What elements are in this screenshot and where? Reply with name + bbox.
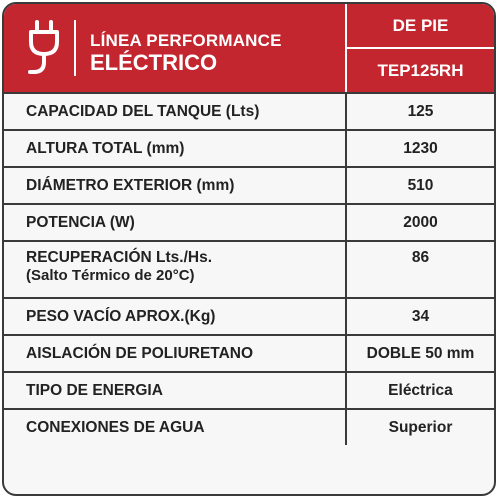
type-label: DE PIE	[392, 16, 449, 35]
row-label: CONEXIONES DE AGUA	[26, 419, 205, 436]
spec-header	[4, 4, 494, 92]
table-row	[4, 371, 494, 408]
row-value: 125	[345, 94, 494, 129]
row-label: PESO VACÍO APROX.(Kg)	[26, 308, 216, 325]
line-subtitle: ELÉCTRICO	[90, 50, 218, 75]
row-value: 2000	[345, 205, 494, 240]
spec-table	[4, 92, 494, 445]
row-label-main: RECUPERACIÓN Lts./Hs.	[26, 249, 213, 266]
row-value: Eléctrica	[345, 373, 494, 408]
model-label: TEP125RH	[377, 61, 464, 80]
row-label	[26, 249, 212, 285]
row-value: 1230	[345, 131, 494, 166]
row-value: Superior	[345, 410, 494, 445]
row-label: POTENCIA (W)	[26, 214, 135, 231]
row-label: AISLACIÓN DE POLIURETANO	[26, 345, 254, 362]
table-row	[4, 129, 494, 166]
row-value: DOBLE 50 mm	[345, 336, 494, 371]
spec-card	[2, 2, 496, 496]
table-row	[4, 92, 494, 129]
row-value: 86	[345, 242, 494, 297]
row-value: 34	[345, 299, 494, 334]
row-label: TIPO DE ENERGIA	[26, 382, 163, 399]
table-row	[4, 334, 494, 371]
table-row	[4, 408, 494, 445]
model-column-header	[345, 4, 494, 92]
row-label: CAPACIDAD DEL TANQUE (Lts)	[26, 103, 260, 120]
header-divider	[74, 20, 76, 76]
row-value: 510	[345, 168, 494, 203]
table-row	[4, 166, 494, 203]
table-row	[4, 297, 494, 334]
line-title: LÍNEA PERFORMANCE	[90, 31, 282, 50]
row-label: ALTURA TOTAL (mm)	[26, 140, 185, 157]
table-row	[4, 203, 494, 240]
row-label: DIÁMETRO EXTERIOR (mm)	[26, 177, 235, 194]
table-row	[4, 240, 494, 297]
plug-icon	[26, 18, 62, 78]
row-label-sub: (Salto Térmico de 20°C)	[26, 267, 195, 284]
